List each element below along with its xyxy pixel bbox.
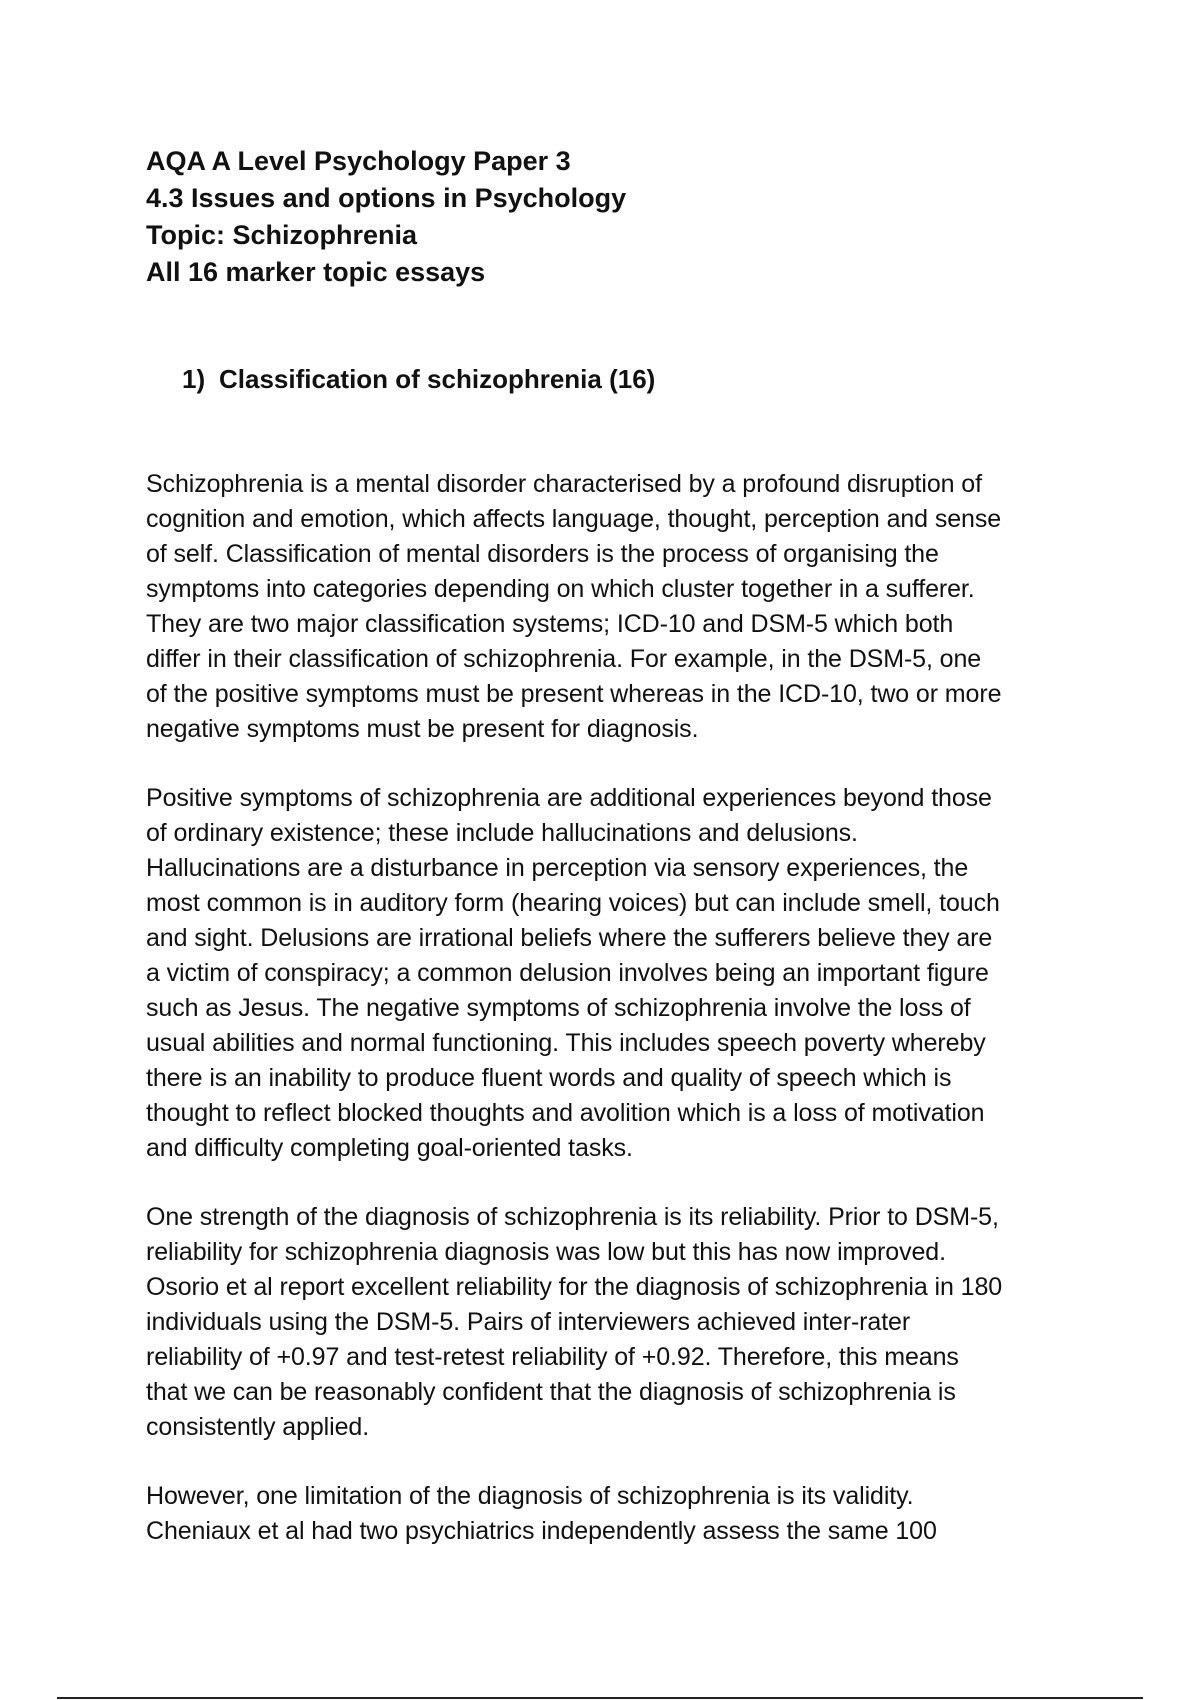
text-line: and sight. Delusions are irrational beliefs where the sufferers believe they are xyxy=(146,924,993,952)
document-header xyxy=(146,143,1046,291)
text-line: reliability for schizophrenia diagnosis was low but this has now improved. xyxy=(146,1238,946,1266)
text-line: differ in their classification of schizophrenia. For example, in the DSM-5, one xyxy=(146,645,982,673)
paragraph-symptoms xyxy=(146,781,1066,1166)
text-line: They are two major classification systems; ICD-10 and DSM-5 which both xyxy=(146,610,954,638)
text-line: of the positive symptoms must be present whereas in the ICD-10, two or more xyxy=(146,680,1002,708)
text-line: Hallucinations are a disturbance in perception via sensory experiences, the xyxy=(146,854,969,882)
text-line: and difficulty completing goal-oriented tasks. xyxy=(146,1134,633,1162)
text-line: individuals using the DSM-5. Pairs of interviewers achieved inter-rater xyxy=(146,1308,911,1336)
text-line: consistently applied. xyxy=(146,1413,370,1441)
text-line: Positive symptoms of schizophrenia are additional experiences beyond those xyxy=(146,784,992,812)
page-bottom-rule xyxy=(57,1697,1143,1699)
essay-body xyxy=(146,467,1066,1583)
text-line: negative symptoms must be present for diagnosis. xyxy=(146,715,699,743)
section-title: Classification of schizophrenia (16) xyxy=(219,364,656,394)
text-line: such as Jesus. The negative symptoms of schizophrenia involve the loss of xyxy=(146,994,971,1022)
header-title-topic: Topic: Schizophrenia xyxy=(146,220,418,250)
text-line: of self. Classification of mental disorders is the process of organising the xyxy=(146,540,939,568)
text-line: most common is in auditory form (hearing voices) but can include smell, touch xyxy=(146,889,1000,917)
paragraph-intro xyxy=(146,467,1066,747)
header-title-essays: All 16 marker topic essays xyxy=(146,257,486,287)
text-line: Osorio et al report excellent reliability for the diagnosis of schizophrenia in 180 xyxy=(146,1273,1003,1301)
text-line: that we can be reasonably confident that the diagnosis of schizophrenia is xyxy=(146,1378,956,1406)
text-line: thought to reflect blocked thoughts and avolition which is a loss of motivation xyxy=(146,1099,985,1127)
text-line: cognition and emotion, which affects language, thought, perception and sense xyxy=(146,505,1002,533)
section-heading xyxy=(182,361,655,397)
text-line: Cheniaux et al had two psychiatrics independently assess the same 100 xyxy=(146,1517,937,1545)
header-title-paper: AQA A Level Psychology Paper 3 xyxy=(146,146,571,176)
text-line: However, one limitation of the diagnosis of schizophrenia is its validity. xyxy=(146,1482,914,1510)
text-line: reliability of +0.97 and test-retest reliability of +0.92. Therefore, this means xyxy=(146,1343,959,1371)
text-line: usual abilities and normal functioning. This includes speech poverty whereby xyxy=(146,1029,986,1057)
text-line: a victim of conspiracy; a common delusion involves being an important figure xyxy=(146,959,989,987)
paragraph-strength xyxy=(146,1200,1066,1445)
text-line: there is an inability to produce fluent words and quality of speech which is xyxy=(146,1064,952,1092)
header-title-section: 4.3 Issues and options in Psychology xyxy=(146,183,627,213)
text-line: Schizophrenia is a mental disorder characterised by a profound disruption of xyxy=(146,470,982,498)
paragraph-limitation xyxy=(146,1479,1066,1549)
section-number: 1) xyxy=(182,364,206,394)
text-line: symptoms into categories depending on which cluster together in a sufferer. xyxy=(146,575,975,603)
text-line: One strength of the diagnosis of schizophrenia is its reliability. Prior to DSM-5, xyxy=(146,1203,999,1231)
text-line: of ordinary existence; these include hallucinations and delusions. xyxy=(146,819,858,847)
